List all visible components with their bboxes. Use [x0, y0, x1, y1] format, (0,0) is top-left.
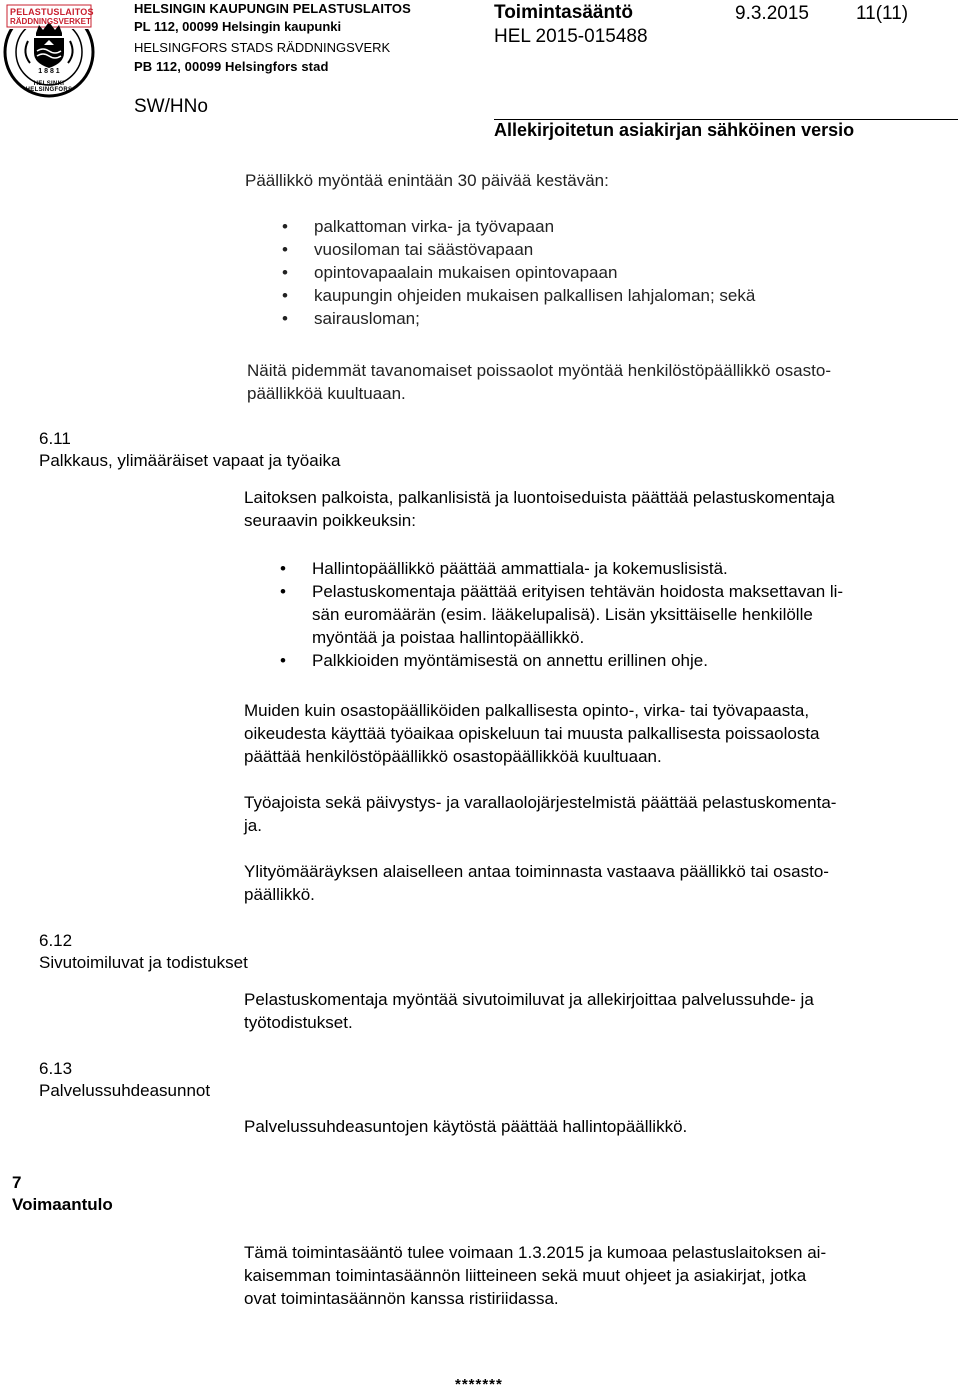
leave-list — [314, 215, 934, 330]
list-item: • kaupungin ohjeiden mukaisen palkallisen lahjaloman; sekä — [314, 284, 934, 307]
doc-date: 9.3.2015 — [735, 3, 809, 24]
section-title: Palvelussuhdeasunnot — [39, 1081, 211, 1100]
end-marker: ******* — [455, 1376, 503, 1393]
side-jobs-paragraph: Pelastuskomentaja myöntää sivutoimiluvat ja allekirjoittaa palvelussuhde- ja työtodistukset. — [244, 990, 814, 1032]
doc-type: Toimintasääntö — [494, 2, 633, 23]
header — [0, 0, 960, 140]
list-item: • Hallintopäällikkö päättää ammattiala- ja kokemuslisistä. — [312, 557, 952, 580]
list-item: • vuosiloman tai säästövapaan — [314, 238, 934, 261]
logo-ring-text: HELSINKI HELSINGFORS — [25, 81, 73, 93]
signed-note: Allekirjoitetun asiakirjan sähköinen versio — [494, 120, 855, 140]
salary-exceptions-list — [312, 557, 952, 672]
list-item: • sairausloman; — [314, 307, 934, 330]
housing-paragraph: Palvelussuhdeasuntojen käytöstä päättää hallintopäällikkö. — [244, 1117, 688, 1136]
list-item: • palkattoman virka- ja työvapaan — [314, 215, 934, 238]
page-number: 11(11) — [856, 3, 909, 24]
list-item: • Pelastuskomentaja päättää erityisen tehtävän hoidosta maksettavan li- sän euromäärän (esim. lääkelupalisä). Lisän yksittäiselle henkilölle myöntää ja poistaa hallintopäällikkö. — [312, 580, 952, 649]
list-item: • Palkkioiden myöntämisestä on annettu erillinen ohje. — [312, 649, 952, 672]
section-number: 6.12 — [39, 931, 73, 950]
org-address-fi: PL 112, 00099 Helsingin kaupunki — [134, 19, 342, 34]
section-number: 6.11 — [39, 429, 71, 448]
logo — [2, 1, 96, 99]
worktime-paragraph: Työajoista sekä päivystys- ja varallaolojärjestelmistä päättää pelastuskomenta- ja. — [244, 793, 837, 835]
section-title: Voimaantulo — [12, 1195, 113, 1214]
logo-subtitle: RÄDDNINGSVERKET — [10, 17, 91, 26]
effective-date-paragraph: Tämä toimintasääntö tulee voimaan 1.3.2015 ja kumoaa pelastuslaitoksen ai- kaisemman toimintasäännön liitteineen sekä muut ohjeet ja asiakirjat, jotka ovat toimintasäännön kanssa ristiriidassa. — [244, 1243, 827, 1308]
org-name-fi: HELSINGIN KAUPUNGIN PELASTUSLAITOS — [134, 1, 411, 16]
section-6-12-heading — [39, 930, 248, 974]
header-divider — [494, 119, 958, 120]
section-number: 6.13 — [39, 1059, 73, 1078]
salary-intro-text: Laitoksen palkoista, palkanlisistä ja luontoiseduista päättää pelastuskomentaja seuraavin poikkeuksin: — [244, 488, 835, 530]
section-6-11-heading — [39, 428, 340, 472]
section-number: 7 — [12, 1173, 22, 1192]
logo-title: PELASTUSLAITOS — [10, 7, 94, 17]
org-name-sv: HELSINGFORS STADS RÄDDNINGSVERK — [134, 40, 391, 55]
org-address-sv: PB 112, 00099 Helsingfors stad — [134, 59, 329, 74]
doc-id: HEL 2015-015488 — [494, 26, 648, 47]
longer-absences-text: Näitä pidemmät tavanomaiset poissaolot myöntää henkilöstöpäällikkö osasto- päällikköä kuultuaan. — [247, 361, 831, 403]
intro-text: Päällikkö myöntää enintään 30 päivää kestävän: — [245, 171, 609, 190]
list-item: • opintovapaalain mukaisen opintovapaan — [314, 261, 934, 284]
section-title: Palkkaus, ylimääräiset vapaat ja työaika — [39, 451, 341, 470]
author-initials: SW/HNo — [134, 96, 208, 117]
overtime-paragraph: Ylityömääräyksen alaiselleen antaa toiminnasta vastaava päällikkö tai osasto- päällikkö. — [244, 862, 829, 904]
section-7-heading — [12, 1172, 113, 1216]
paid-leave-paragraph: Muiden kuin osastopäälliköiden palkallisesta opinto-, virka- tai työvapaasta, oikeudesta käyttää työaikaa opiskeluun tai muusta palkallisesta poissaolosta päättää henkilöstöpäällikkö osastopäällikköä kuultuaan. — [244, 701, 820, 766]
logo-year: 1 8 8 1 — [38, 68, 60, 75]
section-title: Sivutoimiluvat ja todistukset — [39, 953, 248, 972]
section-6-13-heading — [39, 1058, 210, 1102]
